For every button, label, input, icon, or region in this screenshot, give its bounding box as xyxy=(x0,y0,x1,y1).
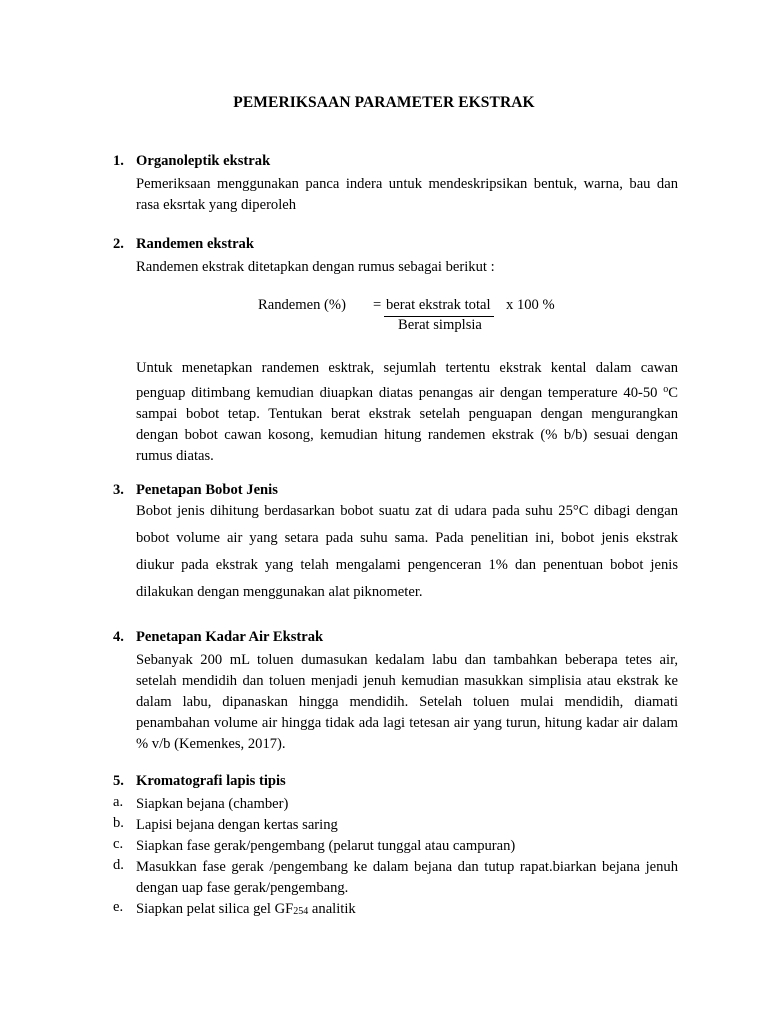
randemen-formula xyxy=(0,297,768,337)
degree-superscript: o xyxy=(663,384,669,395)
body-line: dalam labu, dipanaskan hingga mendidih. Setelah toluen mulai mendidih, diamati xyxy=(136,694,678,710)
document-title: PEMERIKSAAN PARAMETER EKSTRAK xyxy=(233,94,535,111)
body-line: Bobot jenis dihitung berdasarkan bobot suatu zat di udara pada suhu 25°C dibagi dengan xyxy=(136,503,678,519)
list-item-text: Masukkan fase gerak /pengembang ke dalam bejana dan tutup rapat.biarkan bejana jenuh dengan uap fase gerak/pengembang. xyxy=(136,859,678,896)
formula-equals: = xyxy=(373,297,382,313)
body-line-temperature: penguap ditimbang kemudian diuapkan diatas penangas air dengan temperature 40-50 $^o$C xyxy=(136,384,678,401)
section-number: 4. xyxy=(113,629,124,645)
formula-multiplier: x 100 % xyxy=(506,297,555,313)
body-line: dilakukan dengan menggunakan alat piknometer. xyxy=(136,584,423,600)
section-number: 2. xyxy=(113,236,124,252)
section-body xyxy=(136,498,678,606)
body-line: penambahan volume air hingga tidak ada lagi tetesan air yang turun, hitung kadar air dalam xyxy=(136,715,678,731)
degree-unit: C xyxy=(668,385,678,401)
section-body xyxy=(136,174,678,216)
body-line: Untuk menetapkan randemen esktrak, sejumlah tertentu ekstrak kental dalam cawan xyxy=(136,360,678,376)
list-item-text: Siapkan fase gerak/pengembang (pelarut tunggal atau campuran) xyxy=(136,838,516,854)
section-intro xyxy=(136,257,678,278)
section-heading: Kromatografi lapis tipis xyxy=(136,773,286,789)
body-line: bobot volume air yang setara pada suhu sama. Pada penelitian ini, bobot jenis ekstrak xyxy=(136,530,678,546)
section-number: 5. xyxy=(113,773,124,789)
list-marker: a. xyxy=(113,794,124,810)
body-line: Randemen ekstrak ditetapkan dengan rumus sebagai berikut : xyxy=(136,259,495,275)
body-line: % v/b (Kemenkes, 2017). xyxy=(136,736,286,752)
list-item-text: Lapisi bejana dengan kertas saring xyxy=(136,817,338,833)
formula-numerator: berat ekstrak total xyxy=(386,297,491,313)
formula-lhs: Randemen (%) xyxy=(258,297,346,313)
body-line: rasa eksrtak yang diperoleh xyxy=(136,197,297,213)
section-body xyxy=(136,358,678,467)
section-number: 1. xyxy=(113,153,124,169)
body-line: rumus diatas. xyxy=(136,448,214,464)
section-heading: Penetapan Bobot Jenis xyxy=(136,482,278,498)
list-marker: e. xyxy=(113,899,124,915)
section-number: 3. xyxy=(113,482,124,498)
body-line: diukur pada ekstrak yang telah mengalami pengenceran 1% dan penentuan bobot jenis xyxy=(136,557,678,573)
body-line: dengan bobot cawan kosong, kemudian hitung randemen ekstrak (% b/b) sesuai dengan xyxy=(136,427,678,443)
list-marker: b. xyxy=(113,815,124,831)
body-line: Pemeriksaan menggunakan panca indera untuk mendeskripsikan bentuk, warna, bau dan xyxy=(136,176,678,192)
list-marker: c. xyxy=(113,836,124,852)
section-heading: Organoleptik ekstrak xyxy=(136,153,271,169)
section-heading: Penetapan Kadar Air Ekstrak xyxy=(136,629,324,645)
body-line: Sebanyak 200 mL toluen dumasukan kedalam labu dan tambahkan beberapa tetes air, xyxy=(136,652,678,668)
gf-subscript: 254 xyxy=(293,906,309,917)
list-marker: d. xyxy=(113,857,124,873)
list-item-text: Siapkan bejana (chamber) xyxy=(136,796,289,812)
list-item-text: Siapkan pelat silica gel $GF_{254}$ analitik xyxy=(136,901,356,917)
body-line: setelah mendidih dan toluen menjadi jenuh kemudian masukkan simplisia atau ekstrak ke xyxy=(136,673,678,689)
body-line: sampai bobot tetap. Tentukan berat ekstrak setelah penguapan dengan mengurangkan xyxy=(136,406,678,422)
section-heading: Randemen ekstrak xyxy=(136,236,254,252)
section-body xyxy=(136,650,678,755)
formula-denominator: Berat simplsia xyxy=(398,317,482,333)
